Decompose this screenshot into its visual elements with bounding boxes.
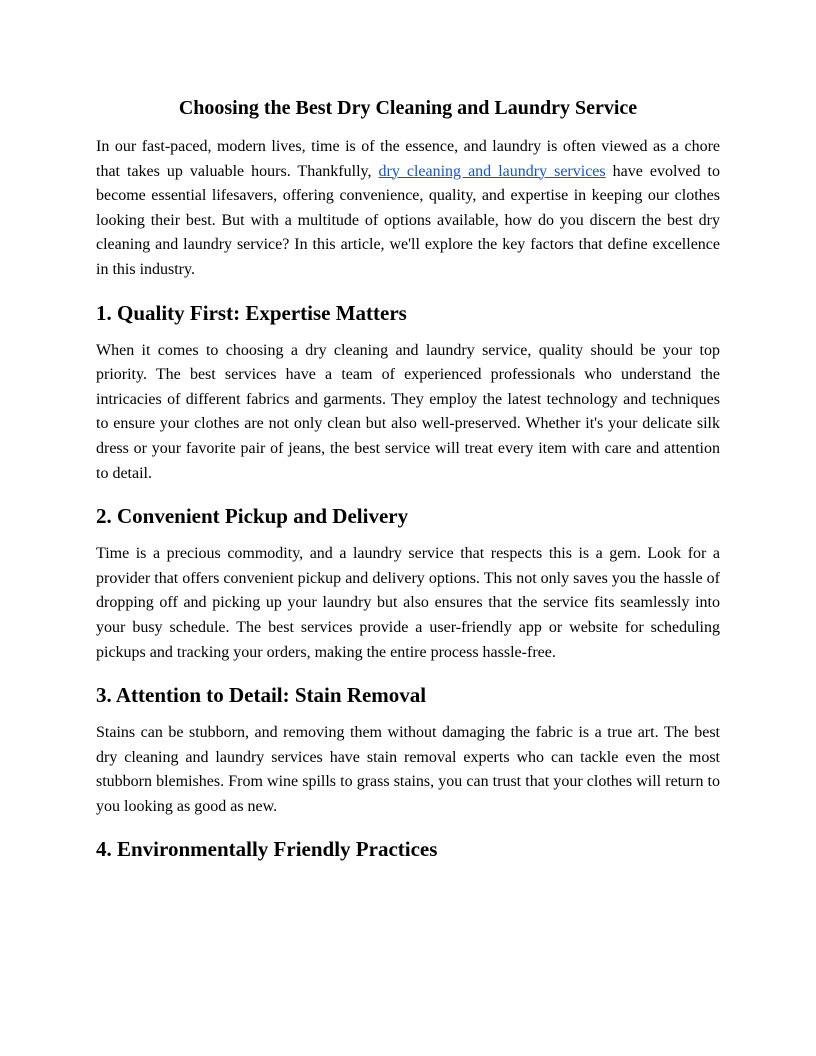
intro-text-after-link: have evolved to become essential lifesavers, offering convenience, quality, and expertise in keeping our clothes looking their best. But with a multitude of options available, how do you discern the best dry cleaning and laundry service? In this article, we'll explore the key factors that define excellence in this industry. [96,162,721,278]
section-heading: 2. Convenient Pickup and Delivery [96,504,409,529]
section-heading: 4. Environmentally Friendly Practices [96,837,438,862]
intro-text-before-link: In our fast-paced, modern lives, time is of the essence, and laundry is often viewed as a chore that takes up valuable hours. Thankfully, [96,138,720,180]
section-heading: 3. Attention to Detail: Stain Removal [96,683,427,708]
section-paragraph: Time is a precious commodity, and a laundry service that respects this is a gem. Look for a provider that offers convenient pickup and delivery options. This not only saves you the hassle of dropping off and picking up your laundry but also ensures that the service fits seamlessly into your busy schedule. The best services provide a user-friendly app or website for scheduling pickups and tracking your orders, making the entire process hassle-free. [96,545,720,661]
section-heading: 1. Quality First: Expertise Matters [96,300,407,325]
section-paragraph: When it comes to choosing a dry cleaning and laundry service, quality should be your top priority. The best services have a team of experienced professionals who understand the intricacies of different fabrics and garments. They employ the latest technology and techniques to ensure your clothes are not only clean but also well-preserved. Whether it's your delicate silk dress or your favorite pair of jeans, the best service will treat every item with care and attention to detail. [96,341,720,482]
page-title: Choosing the Best Dry Cleaning and Laundry Service [178,97,638,119]
intro-paragraph [96,135,720,283]
dry-cleaning-services-link[interactable]: dry cleaning and laundry services [378,162,606,180]
section-paragraph: Stains can be stubborn, and removing them without damaging the fabric is a true art. The best dry cleaning and laundry services have stain removal experts who can tackle even the most stubborn blemishes. From wine spills to grass stains, you can trust that your clothes will return to you looking as good as new. [96,724,720,815]
document-page [96,96,720,875]
